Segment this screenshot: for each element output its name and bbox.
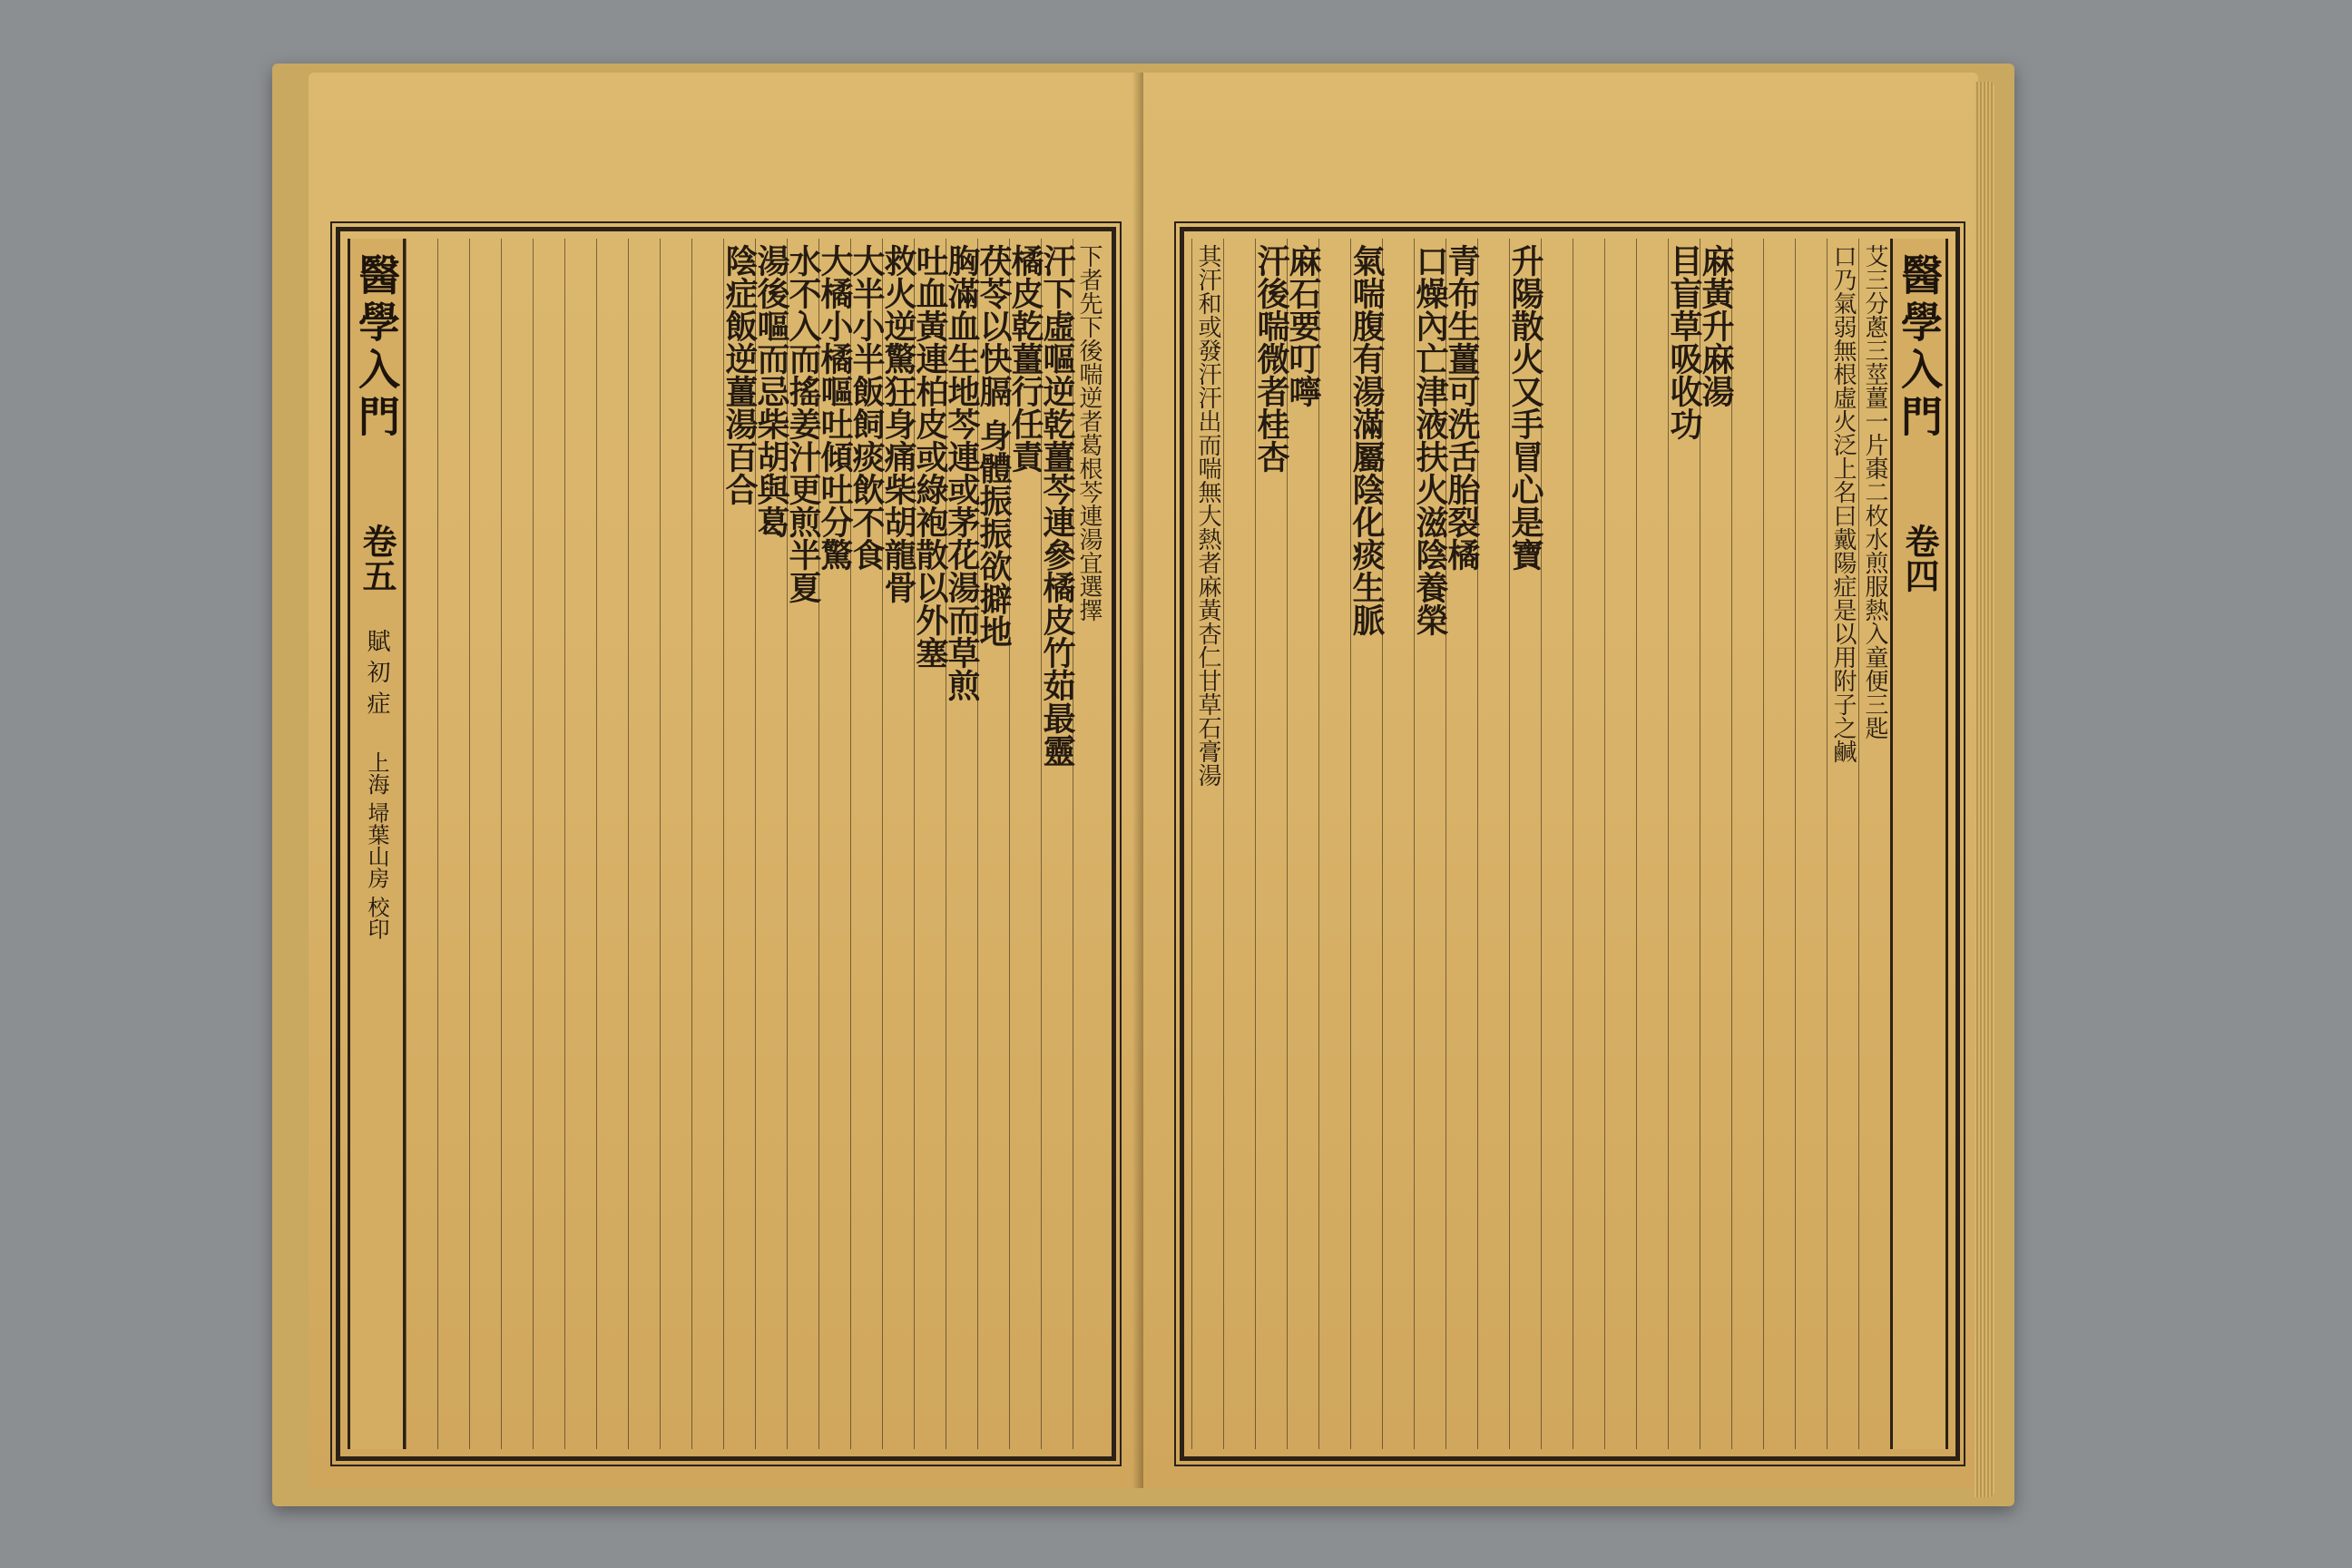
text-column: [1636, 239, 1668, 1449]
left-page: [309, 73, 1143, 1488]
text-column: 目盲草吸收功: [1668, 239, 1700, 1449]
text-column: 吐血黃連柏皮或綠袍散以外塞: [914, 239, 946, 1449]
page-center-strip: [348, 239, 406, 1449]
text-column: [1477, 239, 1509, 1449]
text-column: 麻黃升麻湯: [1700, 239, 1731, 1449]
text-column: 其汗和或發汗汗出而喘無大熱者麻黃杏仁甘草石膏湯: [1191, 239, 1223, 1449]
text-column: 下者先下後喘逆者葛根芩連湯宜選擇: [1073, 239, 1104, 1449]
text-column: [533, 239, 564, 1449]
text-column: 大半小半飯飼痰飲不食: [850, 239, 882, 1449]
text-column: [1541, 239, 1573, 1449]
text-column: [437, 239, 469, 1449]
text-column: [1223, 239, 1255, 1449]
text-column: [406, 239, 437, 1449]
text-column: 麻石要叮嚀: [1287, 239, 1318, 1449]
text-column: 升陽散火又手冒心是寶: [1509, 239, 1541, 1449]
text-column: [564, 239, 596, 1449]
text-column: 胸滿血生地芩連或茅花湯而草煎: [946, 239, 977, 1449]
book-title: 醫學入門: [1895, 253, 1944, 442]
text-column: 汗後喘微者桂杏: [1255, 239, 1287, 1449]
text-column: [501, 239, 533, 1449]
text-column: [1318, 239, 1350, 1449]
text-column: 陰症飯逆薑湯百合: [723, 239, 755, 1449]
section-label: 賦 初 症: [363, 629, 390, 715]
text-column: 茯苓以快膈 身體振振欲擗地: [977, 239, 1009, 1449]
text-column: [1763, 239, 1795, 1449]
text-column: 湯後嘔而忌柴胡與葛: [755, 239, 787, 1449]
page-edge: [1975, 82, 1994, 1497]
page-center-strip: [1890, 239, 1948, 1449]
right-text-frame: [1180, 227, 1960, 1461]
text-column: [1731, 239, 1763, 1449]
text-column: [691, 239, 723, 1449]
text-column: 水不入而搖姜汁更煎半夏: [787, 239, 818, 1449]
text-column: [596, 239, 628, 1449]
text-column: 艾三分蔥三莖薑一片棗二枚水煎服熱入童便三匙: [1858, 239, 1890, 1449]
text-column: 救火逆驚狂身痛柴胡龍骨: [882, 239, 914, 1449]
text-column: [469, 239, 501, 1449]
book-title: 醫學入門: [352, 253, 401, 442]
left-text-frame: [336, 227, 1116, 1461]
volume-label: 卷五: [357, 524, 397, 593]
text-column: [1573, 239, 1604, 1449]
volume-label: 卷四: [1899, 524, 1940, 593]
open-book: [272, 64, 2014, 1506]
text-column: [660, 239, 691, 1449]
publisher-label: 上海 埽葉山房 校印: [364, 750, 389, 939]
text-column: 大橘小橘嘔吐傾吐分驚: [818, 239, 850, 1449]
text-column: [1382, 239, 1414, 1449]
text-column: 汗下虛嘔逆乾薑芩連參橘皮竹茹最靈: [1041, 239, 1073, 1449]
text-column: 青布生薑可洗舌胎裂橘: [1446, 239, 1477, 1449]
right-page: [1143, 73, 1978, 1488]
text-column: 氣喘腹有湯滿屬陰化痰生脈: [1350, 239, 1382, 1449]
text-column: 口燥內亡津液扶火滋陰養榮: [1414, 239, 1446, 1449]
text-column: [628, 239, 660, 1449]
text-column: [1795, 239, 1827, 1449]
text-column: 口乃氣弱無根虛火泛上名曰戴陽症是以用附子之鹹: [1827, 239, 1858, 1449]
text-column: 橘皮乾薑行任責: [1009, 239, 1041, 1449]
text-column: [1604, 239, 1636, 1449]
